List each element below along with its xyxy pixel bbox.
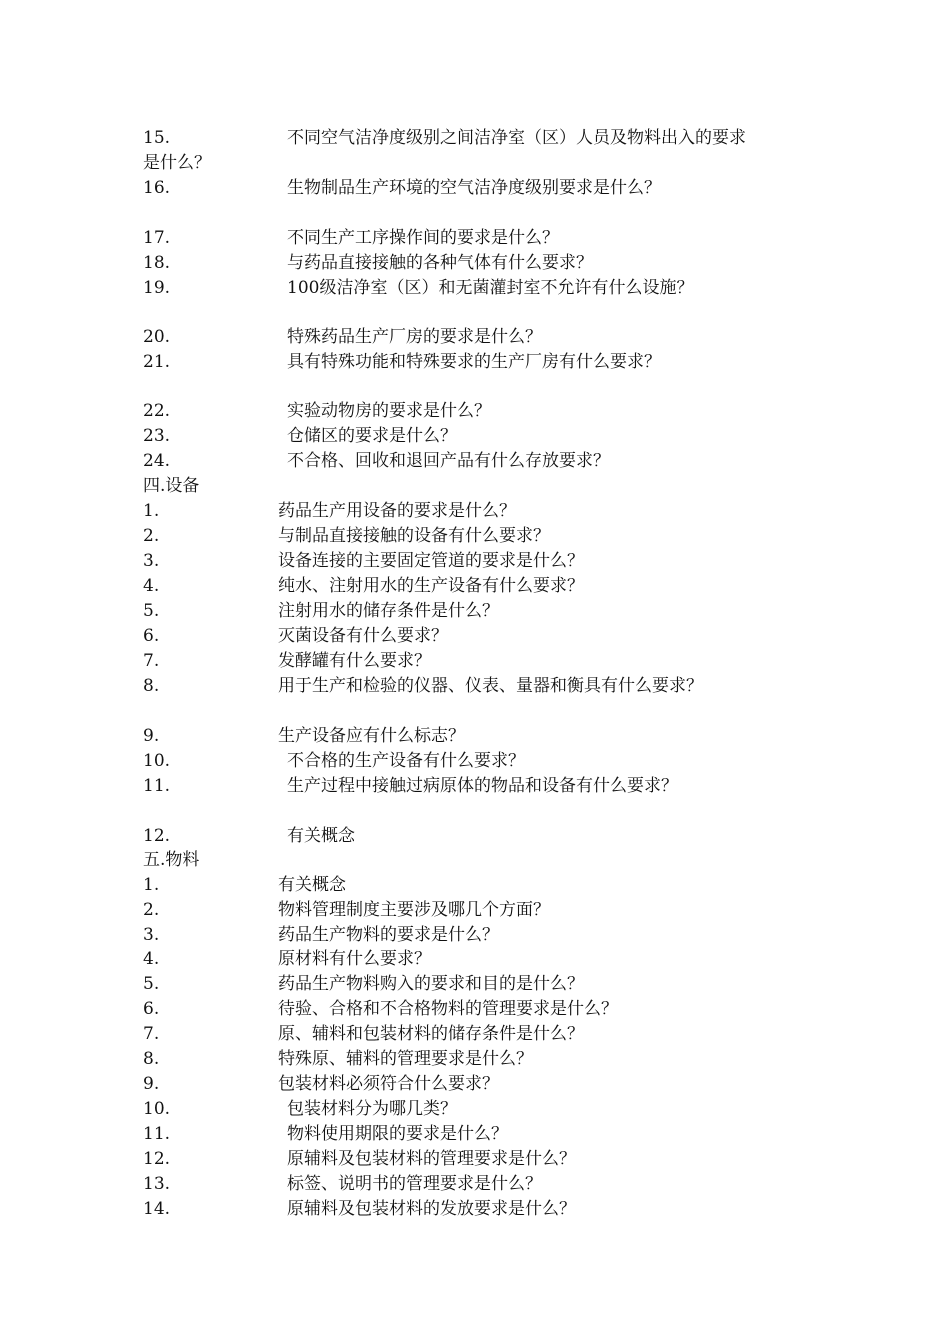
- item-number: 18.: [143, 253, 171, 273]
- item-number: 21.: [143, 352, 171, 372]
- item-text: 药品生产用设备的要求是什么？: [278, 501, 516, 521]
- item-text: 仓储区的要求是什么？: [287, 426, 457, 446]
- item-number: 3.: [143, 925, 160, 945]
- item-number: 10.: [143, 751, 171, 771]
- item-number: 2.: [143, 900, 160, 920]
- item-number: 24.: [143, 451, 171, 471]
- item-text: 纯水、注射用水的生产设备有什么要求？: [278, 576, 584, 596]
- item-text: 有关概念: [287, 826, 355, 846]
- item-number: 10.: [143, 1099, 171, 1119]
- item-text: 用于生产和检验的仪器、仪表、量器和衡具有什么要求？: [278, 676, 703, 696]
- section-heading: 四.设备: [143, 476, 200, 496]
- item-number: 17.: [143, 228, 171, 248]
- item-number: 5.: [143, 601, 160, 621]
- item-text: 设备连接的主要固定管道的要求是什么？: [278, 551, 584, 571]
- item-number: 16.: [143, 178, 171, 198]
- item-number: 8.: [143, 676, 160, 696]
- item-text: 原辅料及包装材料的发放要求是什么？: [287, 1199, 576, 1219]
- item-number: 4.: [143, 949, 160, 969]
- item-number: 14.: [143, 1199, 171, 1219]
- item-text: 标签、说明书的管理要求是什么？: [287, 1174, 542, 1194]
- item-number: 15.: [143, 128, 171, 148]
- item-number: 6.: [143, 999, 160, 1019]
- item-text: 待验、合格和不合格物料的管理要求是什么？: [278, 999, 618, 1019]
- item-number: 19.: [143, 278, 171, 298]
- item-number: 3.: [143, 551, 160, 571]
- item-text-continued: 是什么？: [143, 153, 211, 173]
- item-number: 11.: [143, 776, 171, 796]
- item-number: 8.: [143, 1049, 160, 1069]
- item-text: 药品生产物料的要求是什么？: [278, 925, 499, 945]
- item-number: 5.: [143, 974, 160, 994]
- item-number: 23.: [143, 426, 171, 446]
- item-text: 生产设备应有什么标志？: [278, 726, 465, 746]
- item-number: 12.: [143, 826, 171, 846]
- item-number: 7.: [143, 1024, 160, 1044]
- item-number: 9.: [143, 726, 160, 746]
- item-number: 4.: [143, 576, 160, 596]
- item-text: 不合格、回收和退回产品有什么存放要求？: [287, 451, 610, 471]
- item-text: 原、辅料和包装材料的储存条件是什么？: [278, 1024, 584, 1044]
- item-text: 有关概念: [278, 875, 346, 895]
- item-text: 特殊原、辅料的管理要求是什么？: [278, 1049, 533, 1069]
- item-text: 发酵罐有什么要求？: [278, 651, 431, 671]
- item-text: 原辅料及包装材料的管理要求是什么？: [287, 1149, 576, 1169]
- item-number: 1.: [143, 875, 160, 895]
- item-text: 不合格的生产设备有什么要求？: [287, 751, 525, 771]
- item-number: 7.: [143, 651, 160, 671]
- item-text: 物料管理制度主要涉及哪几个方面？: [278, 900, 550, 920]
- item-text: 生产过程中接触过病原体的物品和设备有什么要求？: [287, 776, 678, 796]
- item-number: 1.: [143, 501, 160, 521]
- item-text: 药品生产物料购入的要求和目的是什么？: [278, 974, 584, 994]
- item-text: 生物制品生产环境的空气洁净度级别要求是什么？: [287, 178, 661, 198]
- item-text: 包装材料分为哪几类？: [287, 1099, 457, 1119]
- item-text: 具有特殊功能和特殊要求的生产厂房有什么要求？: [287, 352, 661, 372]
- item-text: 物料使用期限的要求是什么？: [287, 1124, 508, 1144]
- section-heading: 五.物料: [143, 850, 200, 870]
- item-number: 9.: [143, 1074, 160, 1094]
- item-number: 12.: [143, 1149, 171, 1169]
- item-text: 原材料有什么要求？: [278, 949, 431, 969]
- item-text: 实验动物房的要求是什么？: [287, 401, 491, 421]
- item-text: 包装材料必须符合什么要求？: [278, 1074, 499, 1094]
- item-number: 2.: [143, 526, 160, 546]
- item-text: 与药品直接接触的各种气体有什么要求？: [287, 253, 593, 273]
- item-number: 6.: [143, 626, 160, 646]
- item-number: 11.: [143, 1124, 171, 1144]
- item-number: 20.: [143, 327, 171, 347]
- item-text: 不同生产工序操作间的要求是什么？: [287, 228, 559, 248]
- item-text: 注射用水的储存条件是什么？: [278, 601, 499, 621]
- item-text: 特殊药品生产厂房的要求是什么？: [287, 327, 542, 347]
- item-text: 100级洁净室（区）和无菌灌封室不允许有什么设施？: [287, 278, 694, 298]
- item-text: 与制品直接接触的设备有什么要求？: [278, 526, 550, 546]
- item-text: 不同空气洁净度级别之间洁净室（区）人员及物料出入的要求: [287, 128, 746, 148]
- item-number: 22.: [143, 401, 171, 421]
- item-number: 13.: [143, 1174, 171, 1194]
- item-text: 灭菌设备有什么要求？: [278, 626, 448, 646]
